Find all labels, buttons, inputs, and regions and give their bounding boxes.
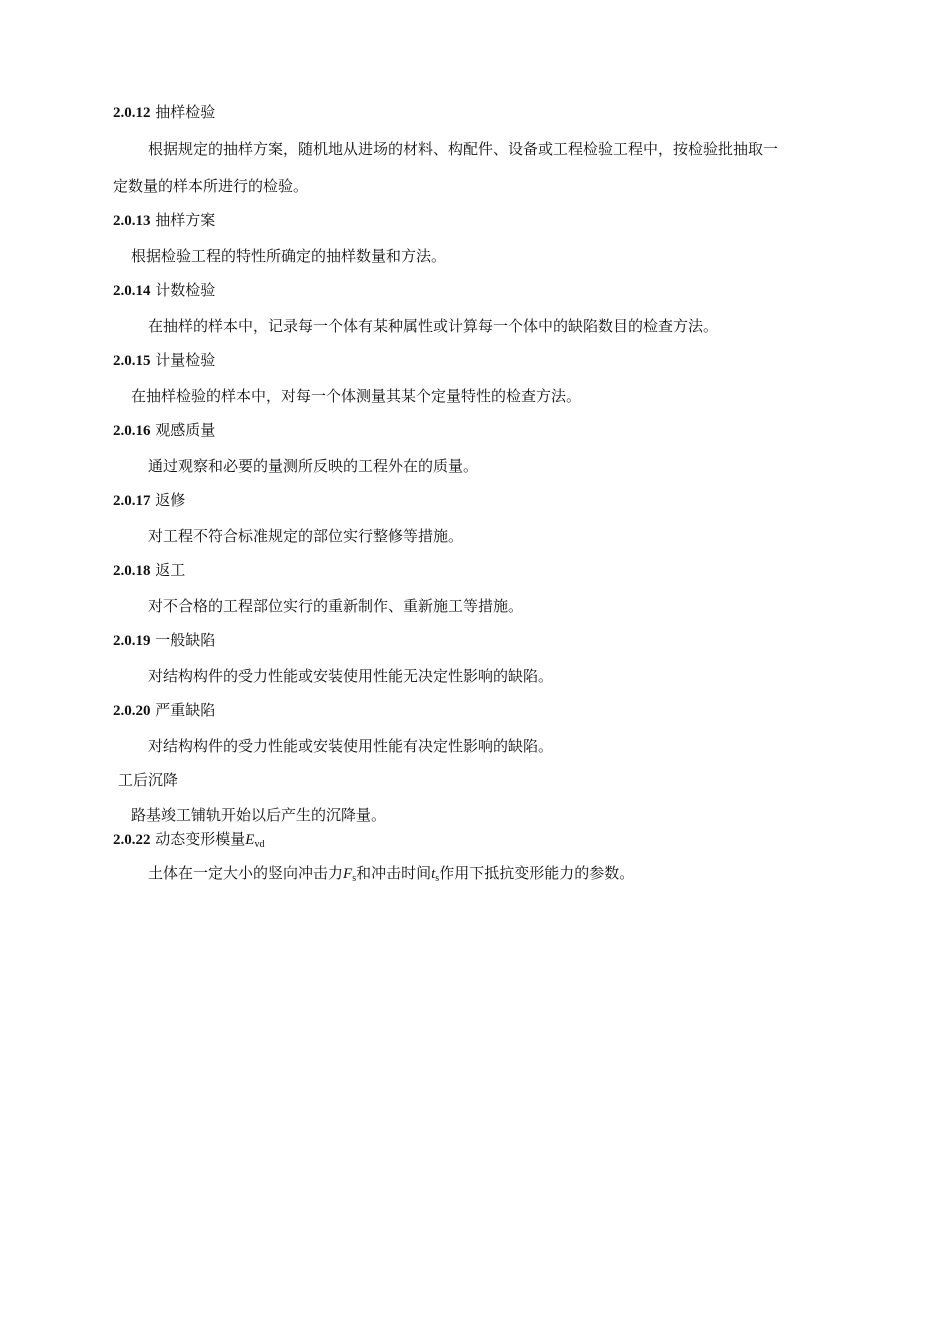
term-title: 抽样检验: [155, 103, 216, 121]
term-title: 计数检验: [155, 281, 216, 299]
term-definition: 对结构构件的受力性能或安装使用性能有决定性影响的缺陷。: [148, 737, 554, 755]
term-number: 2.0.13: [113, 213, 151, 229]
definition-part: 和冲击时间: [356, 864, 432, 882]
term-definition: 对不合格的工程部位实行的重新制作、重新施工等措施。: [148, 597, 524, 615]
definition-part: 土体在一定大小的竖向冲击力: [148, 864, 344, 882]
term-heading: [113, 420, 215, 441]
term-heading: [113, 829, 264, 855]
term-heading: [113, 560, 185, 581]
term-title: 一般缺陷: [155, 631, 216, 649]
term-heading: [113, 490, 185, 511]
term-number: 2.0.15: [113, 353, 151, 369]
definition-part: 作用下抵抗变形能力的参数。: [439, 864, 635, 882]
modulus-subscript: vd: [254, 839, 265, 850]
term-number: 2.0.20: [113, 703, 151, 719]
time-subscript: s: [435, 873, 440, 884]
term-definition: 在抽样的样本中，记录每一个体有某种属性或计算每一个体中的缺陷数目的检查方法。: [148, 317, 719, 335]
force-symbol: F: [343, 866, 353, 882]
term-number: 2.0.18: [113, 563, 151, 579]
term-title: 返工: [155, 561, 186, 579]
term-heading: [113, 350, 215, 371]
term-heading: [118, 770, 178, 790]
term-heading: [113, 630, 215, 651]
term-title: 严重缺陷: [155, 701, 216, 719]
term-title: 观感质量: [155, 421, 216, 439]
term-definition: 通过观察和必要的量测所反映的工程外在的质量。: [148, 457, 479, 475]
term-definition: 路基竣工铺轨开始以后产生的沉降量。: [131, 806, 387, 824]
term-number: 2.0.12: [113, 105, 151, 121]
modulus-symbol: E: [245, 832, 255, 848]
term-definition: [148, 863, 634, 889]
term-definition: 根据规定的抽样方案，随机地从进场的材料、构配件、设备或工程检验工程中，按检验批抽取一: [148, 140, 779, 158]
force-subscript: s: [352, 873, 357, 884]
term-title: 计量检验: [155, 351, 216, 369]
term-title: 抽样方案: [155, 211, 216, 229]
time-symbol: t: [431, 866, 436, 882]
term-title: 动态变形模量: [155, 830, 246, 848]
term-heading: [113, 102, 215, 123]
term-number: 2.0.22: [113, 832, 151, 848]
term-definition-continued: 定数量的样本所进行的检验。: [113, 177, 309, 195]
term-heading: [113, 700, 215, 721]
term-number: 2.0.17: [113, 493, 151, 509]
term-number: 2.0.16: [113, 423, 151, 439]
term-heading: [113, 210, 215, 231]
term-heading: [113, 280, 215, 301]
term-definition: 在抽样检验的样本中，对每一个体测量其某个定量特性的检查方法。: [131, 387, 582, 405]
term-title: 返修: [155, 491, 186, 509]
term-title: 工后沉降: [118, 771, 179, 789]
term-definition: 对结构构件的受力性能或安装使用性能无决定性影响的缺陷。: [148, 667, 554, 685]
term-number: 2.0.14: [113, 283, 151, 299]
term-definition: 对工程不符合标准规定的部位实行整修等措施。: [148, 527, 464, 545]
term-number: 2.0.19: [113, 633, 151, 649]
term-definition: 根据检验工程的特性所确定的抽样数量和方法。: [131, 247, 447, 265]
